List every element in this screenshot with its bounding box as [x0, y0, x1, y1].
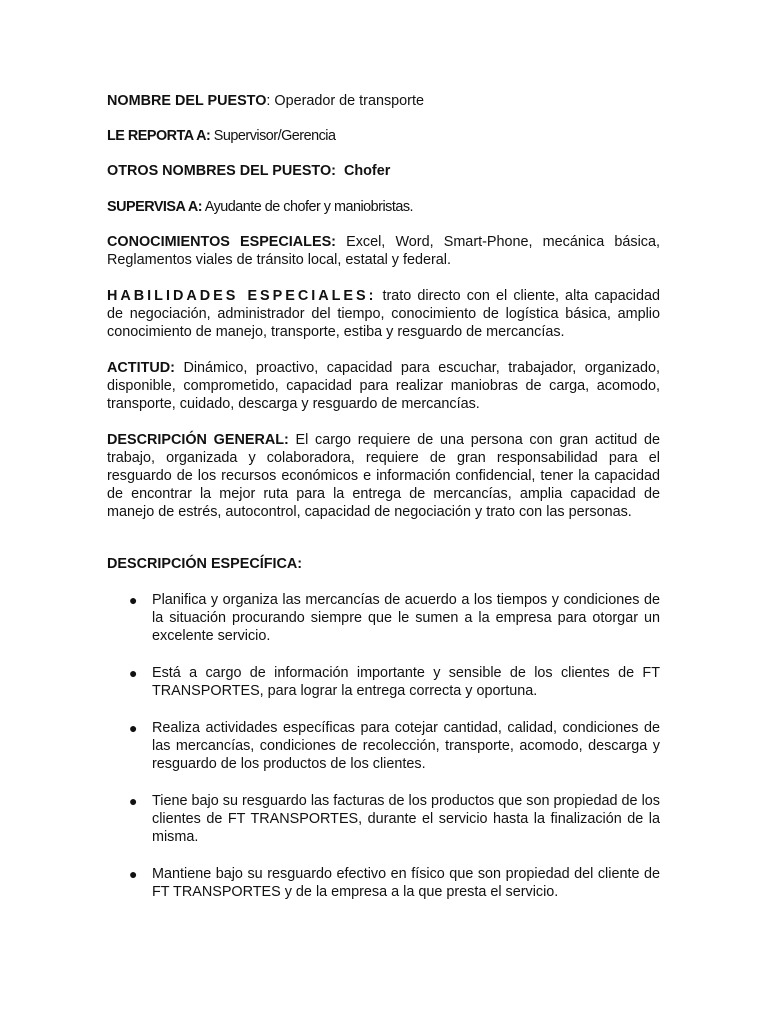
list-item-text: Mantiene bajo su resguardo efectivo en físico que son propiedad del cliente de FT TRANSPORTES y de la empresa a la que presta el servicio. [152, 866, 660, 900]
bullet-icon: ● [129, 592, 138, 608]
list-item-text: Tiene bajo su resguardo las facturas de los productos que son propiedad de los clientes de FT TRANSPORTES, durante el servicio hasta la finalización de la misma. [152, 793, 660, 845]
field-value: Supervisor/Gerencia [210, 128, 336, 144]
field-special-skills [107, 287, 660, 341]
list-item [107, 719, 660, 773]
field-label: LE REPORTA A: [107, 128, 211, 144]
field-label: OTROS NOMBRES DEL PUESTO: [107, 163, 336, 179]
field-label: CONOCIMIENTOS ESPECIALES: [107, 234, 336, 250]
field-label: ACTITUD: [107, 360, 175, 376]
field-reports-to [107, 127, 660, 145]
list-item-text: Está a cargo de información importante y sensible de los clientes de FT TRANSPORTES, para lograr la entrega correcta y oportuna. [152, 665, 660, 699]
bullet-icon: ● [129, 866, 138, 882]
list-item [107, 591, 660, 645]
field-label: DESCRIPCIÓN GENERAL: [107, 432, 289, 448]
field-other-names [107, 162, 660, 180]
specific-description-list [107, 591, 660, 901]
bullet-icon: ● [129, 793, 138, 809]
field-value: El cargo requiere de una persona con gran actitud de trabajo, organizada y colaboradora, requiere de gran responsabilidad para el resguardo de los recursos económicos e información confidencial, tener la capacidad de encontrar la mejor ruta para la entrega de mercancías, amplia capacidad de manejo de estrés, autocontrol, capacidad de negociación y trato con las personas. [107, 432, 660, 520]
field-general-description [107, 431, 660, 521]
bullet-icon: ● [129, 665, 138, 681]
specific-description-heading: DESCRIPCIÓN ESPECÍFICA: [107, 556, 303, 572]
field-value: : Operador de transporte [266, 93, 424, 109]
field-special-knowledge [107, 233, 660, 269]
list-item-text: Realiza actividades específicas para cotejar cantidad, calidad, condiciones de las mercancías, condiciones de recolección, transporte, acomodo, descarga y resguardo de los productos de los clientes. [152, 720, 660, 772]
field-label: NOMBRE DEL PUESTO [107, 93, 267, 109]
bullet-icon: ● [129, 720, 138, 736]
field-value: Dinámico, proactivo, capacidad para escuchar, trabajador, organizado, disponible, comprometido, capacidad para realizar maniobras de carga, acomodo, transporte, cuidado, descarga y resguardo de mercancías. [107, 360, 660, 412]
field-value: Ayudante de chofer y maniobristas. [202, 199, 414, 215]
list-item [107, 664, 660, 700]
field-value: Chofer [335, 163, 391, 179]
field-job-title [107, 92, 660, 110]
field-label: HABILIDADES ESPECIALES: [107, 288, 377, 304]
field-supervises [107, 198, 660, 216]
list-item [107, 792, 660, 846]
field-label: SUPERVISA A: [107, 199, 203, 215]
list-item [107, 865, 660, 901]
field-attitude [107, 359, 660, 413]
field-value: Excel, Word, Smart-Phone, mecánica básica, Reglamentos viales de tránsito local, estatal y federal. [107, 234, 660, 268]
field-value: trato directo con el cliente, alta capacidad de negociación, administrador del tiempo, conocimiento de logística básica, amplio conocimiento de manejo, transporte, estiba y resguardo de mercancías. [107, 288, 660, 340]
list-item-text: Planifica y organiza las mercancías de acuerdo a los tiempos y condiciones de la situación procurando siempre que le sumen a la empresa para otorgar un excelente servicio. [152, 592, 660, 644]
